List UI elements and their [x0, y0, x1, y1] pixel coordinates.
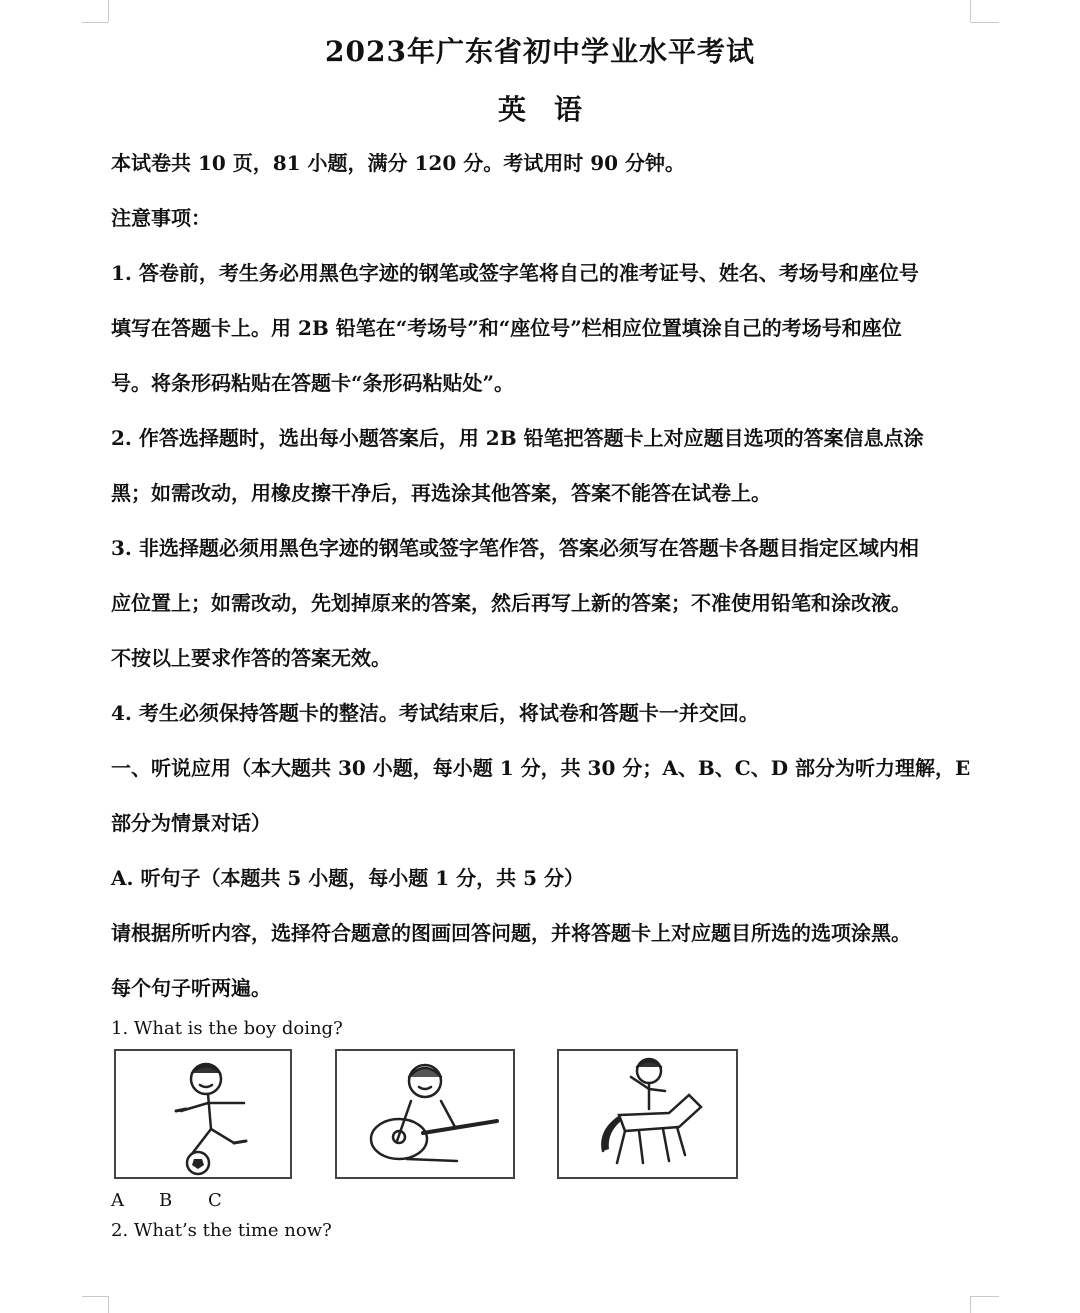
note-line: 2. 作答选择题时，选出每小题答案后，用 2B 铅笔把答题卡上对应题目选项的答案信息点涂 — [111, 426, 924, 450]
note-line: 1. 答卷前，考生务必用黑色字迹的钢笔或签字笔将自己的准考证号、姓名、考场号和座位号 — [111, 261, 919, 285]
option-c-label: C — [208, 1190, 222, 1211]
crop-mark — [108, 1296, 109, 1313]
option-c-image — [557, 1049, 738, 1179]
exam-title: 2023年广东省初中学业水平考试 — [325, 35, 755, 68]
note-line: 不按以上要求作答的答案无效。 — [111, 646, 391, 670]
crop-mark — [970, 0, 971, 22]
crop-mark — [82, 1296, 108, 1297]
option-a-image — [114, 1049, 292, 1179]
crop-mark — [971, 22, 999, 23]
crop-mark — [82, 22, 108, 23]
note-line: 4. 考生必须保持答题卡的整洁。考试结束后，将试卷和答题卡一并交回。 — [111, 701, 759, 725]
instruction-line: 每个句子听两遍。 — [111, 976, 271, 1000]
crop-mark — [971, 1296, 999, 1297]
note-line: 黑；如需改动，用橡皮擦干净后，再选涂其他答案，答案不能答在试卷上。 — [111, 481, 771, 505]
question-1: 1. What is the boy doing? — [111, 1018, 343, 1039]
part-a-heading: A. 听句子（本题共 5 小题，每小题 1 分，共 5 分） — [111, 866, 584, 890]
section-heading: 一、听说应用（本大题共 30 小题，每小题 1 分，共 30 分；A、B、C、D 部分为听力理解，E — [111, 756, 971, 780]
option-a-label: A — [111, 1190, 124, 1211]
note-line: 号。将条形码粘贴在答题卡“条形码粘贴处”。 — [111, 371, 515, 395]
crop-mark — [108, 0, 109, 22]
notes-heading: 注意事项： — [111, 206, 211, 230]
exam-intro: 本试卷共 10 页，81 小题，满分 120 分。考试用时 90 分钟。 — [111, 151, 685, 175]
option-b-label: B — [159, 1190, 173, 1211]
crop-mark — [970, 1296, 971, 1313]
instruction-line: 请根据所听内容，选择符合题意的图画回答问题，并将答题卡上对应题目所选的选项涂黑。 — [111, 921, 911, 945]
question-2: 2. What’s the time now? — [111, 1220, 332, 1241]
option-b-image — [335, 1049, 515, 1179]
subject-title: 英语 — [497, 93, 610, 126]
note-line: 应位置上；如需改动，先划掉原来的答案，然后再写上新的答案；不准使用铅笔和涂改液。 — [111, 591, 911, 615]
note-line: 3. 非选择题必须用黑色字迹的钢笔或签字笔作答，答案必须写在答题卡各题目指定区域内相 — [111, 536, 919, 560]
note-line: 填写在答题卡上。用 2B 铅笔在“考场号”和“座位号”栏相应位置填涂自己的考场号和座位 — [111, 316, 902, 340]
section-heading: 部分为情景对话） — [111, 811, 271, 835]
